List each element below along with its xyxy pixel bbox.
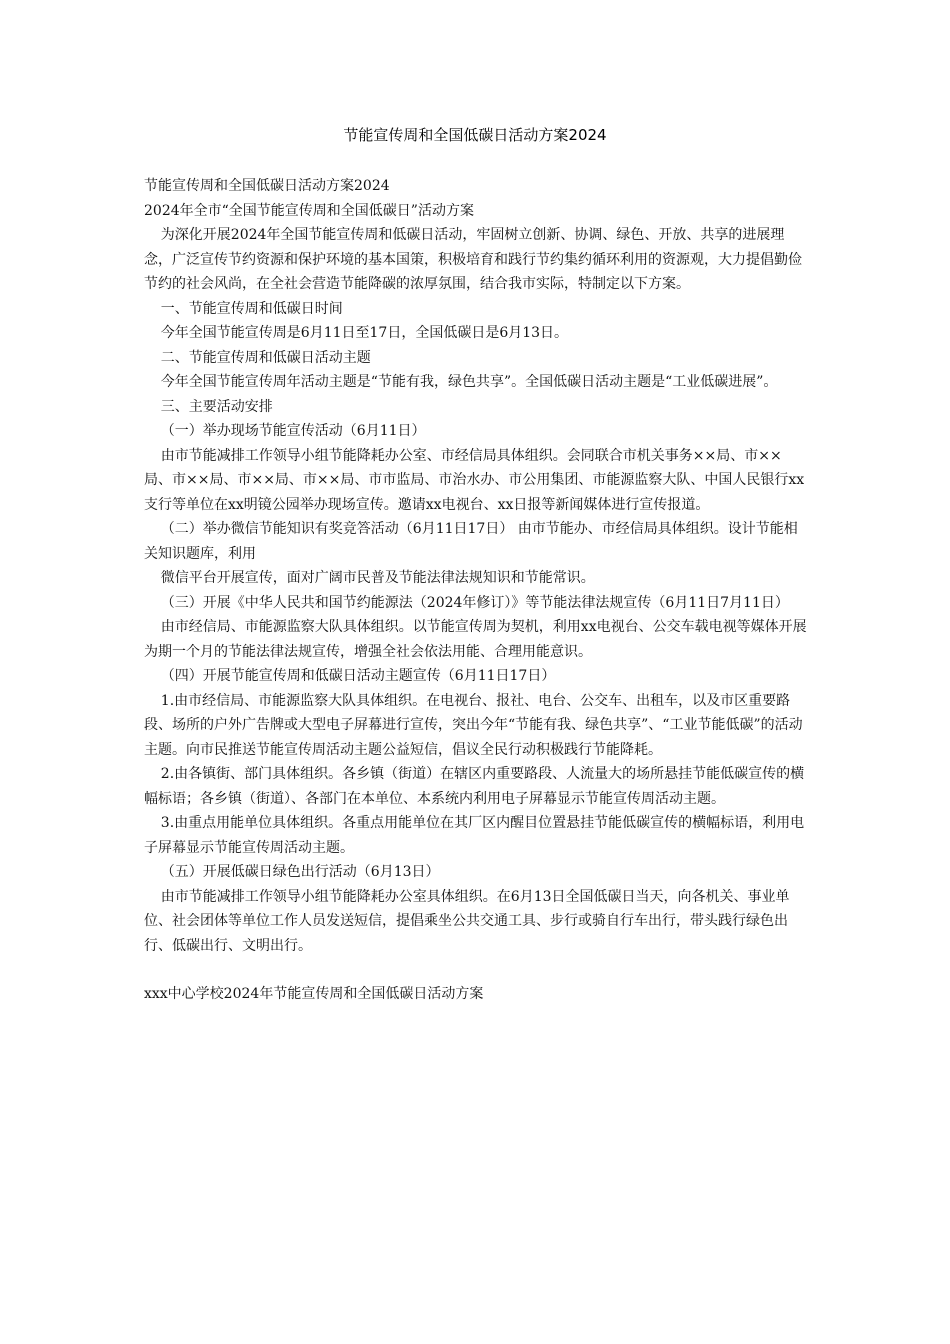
paragraph: 今年全国节能宣传周是6月11日至17日，全国低碳日是6月13日。 [160,325,569,341]
paragraph-spacer [144,958,808,982]
paragraph: 二、节能宣传周和低碳日活动主题 [160,349,371,366]
paragraph: 一、节能宣传周和低碳日时间 [160,300,343,317]
paragraph: 由市经信局、市能源监察大队具体组织。以节能宣传周为契机，利用xx电视台、公交车载电视等媒体开展为期一个月的节能法律法规宣传，增强全社会依法用能、合理用能意识。 [144,619,807,660]
paragraph: 今年全国节能宣传周年活动主题是“节能有我，绿色共享”。全国低碳日活动主题是“工业低碳进展”。 [160,374,778,390]
document-body [144,174,808,1007]
paragraph: （一）举办现场节能宣传活动（6月11日） [160,423,426,439]
paragraph: 为深化开展2024年全国节能宣传周和低碳日活动，牢固树立创新、协调、绿色、开放、共享的进展理念，广泛宣传节约资源和保护环境的基本国策，积极培育和践行节约集约循环利用的资源观，大力提倡勤俭节约的社会风尚，在全社会营造节能降碳的浓厚氛围，结合我市实际，特制定以下方案。 [144,227,802,292]
paragraph: 由市节能减排工作领导小组节能降耗办公室、市经信局具体组织。会同联合市机关事务××局、市××局、市××局、市××局、市××局、市市监局、市治水办、市公用集团、市能源监察大队、中国人民银行xx支行等单位在xx明镜公园举办现场宣传。邀请xx电视台、xx日报等新闻媒体进行宣传报道。 [144,447,805,513]
paragraph: 节能宣传周和全国低碳日活动方案2024 [144,178,390,194]
document-title: 节能宣传周和全国低碳日活动方案2024 [343,126,607,144]
paragraph: 1.由市经信局、市能源监察大队具体组织。在电视台、报社、电台、公交车、出租车，以及市区重要路段、场所的户外广告牌或大型电子屏幕进行宣传，突出今年“节能有我、绿色共享”、“工业节能低碳”的活动主题。向市民推送节能宣传周活动主题公益短信，倡议全民行动积极践行节能降耗。 [144,692,803,758]
paragraph: （五）开展低碳日绿色出行活动（6月13日） [160,864,440,880]
paragraph: 微信平台开展宣传，面对广阔市民普及节能法律法规知识和节能常识。 [160,570,595,586]
paragraph: 三、主要活动安排 [160,398,273,415]
paragraph: （二）举办微信节能知识有奖竞答活动（6月11日17日） 由市节能办、市经信局具体组织。设计节能相关知识题库，利用 [144,521,798,562]
paragraph: 3.由重点用能单位具体组织。各重点用能单位在其厂区内醒目位置悬挂节能低碳宣传的横幅标语，利用电子屏幕显示节能宣传周活动主题。 [144,815,805,856]
paragraph: （四）开展节能宣传周和低碳日活动主题宣传（6月11日17日） [160,668,556,684]
paragraph: xxx中心学校2024年节能宣传周和全国低碳日活动方案 [144,986,484,1002]
paragraph: 2024年全市“全国节能宣传周和全国低碳日”活动方案 [144,202,474,219]
paragraph: 2.由各镇街、部门具体组织。各乡镇（街道）在辖区内重要路段、人流量大的场所悬挂节能低碳宣传的横幅标语；各乡镇（街道）、各部门在本单位、本系统内利用电子屏幕显示节能宣传周活动主题。 [144,766,805,807]
paragraph: （三）开展《中华人民共和国节约能源法（2024年修订）》等节能法律法规宣传（6月11日7月11日） [160,594,789,611]
paragraph: 由市节能减排工作领导小组节能降耗办公室具体组织。在6月13日全国低碳日当天，向各机关、事业单位、社会团体等单位工作人员发送短信，提倡乘坐公共交通工具、步行或骑自行车出行，带头践行绿色出行、低碳出行、文明出行。 [144,888,790,954]
